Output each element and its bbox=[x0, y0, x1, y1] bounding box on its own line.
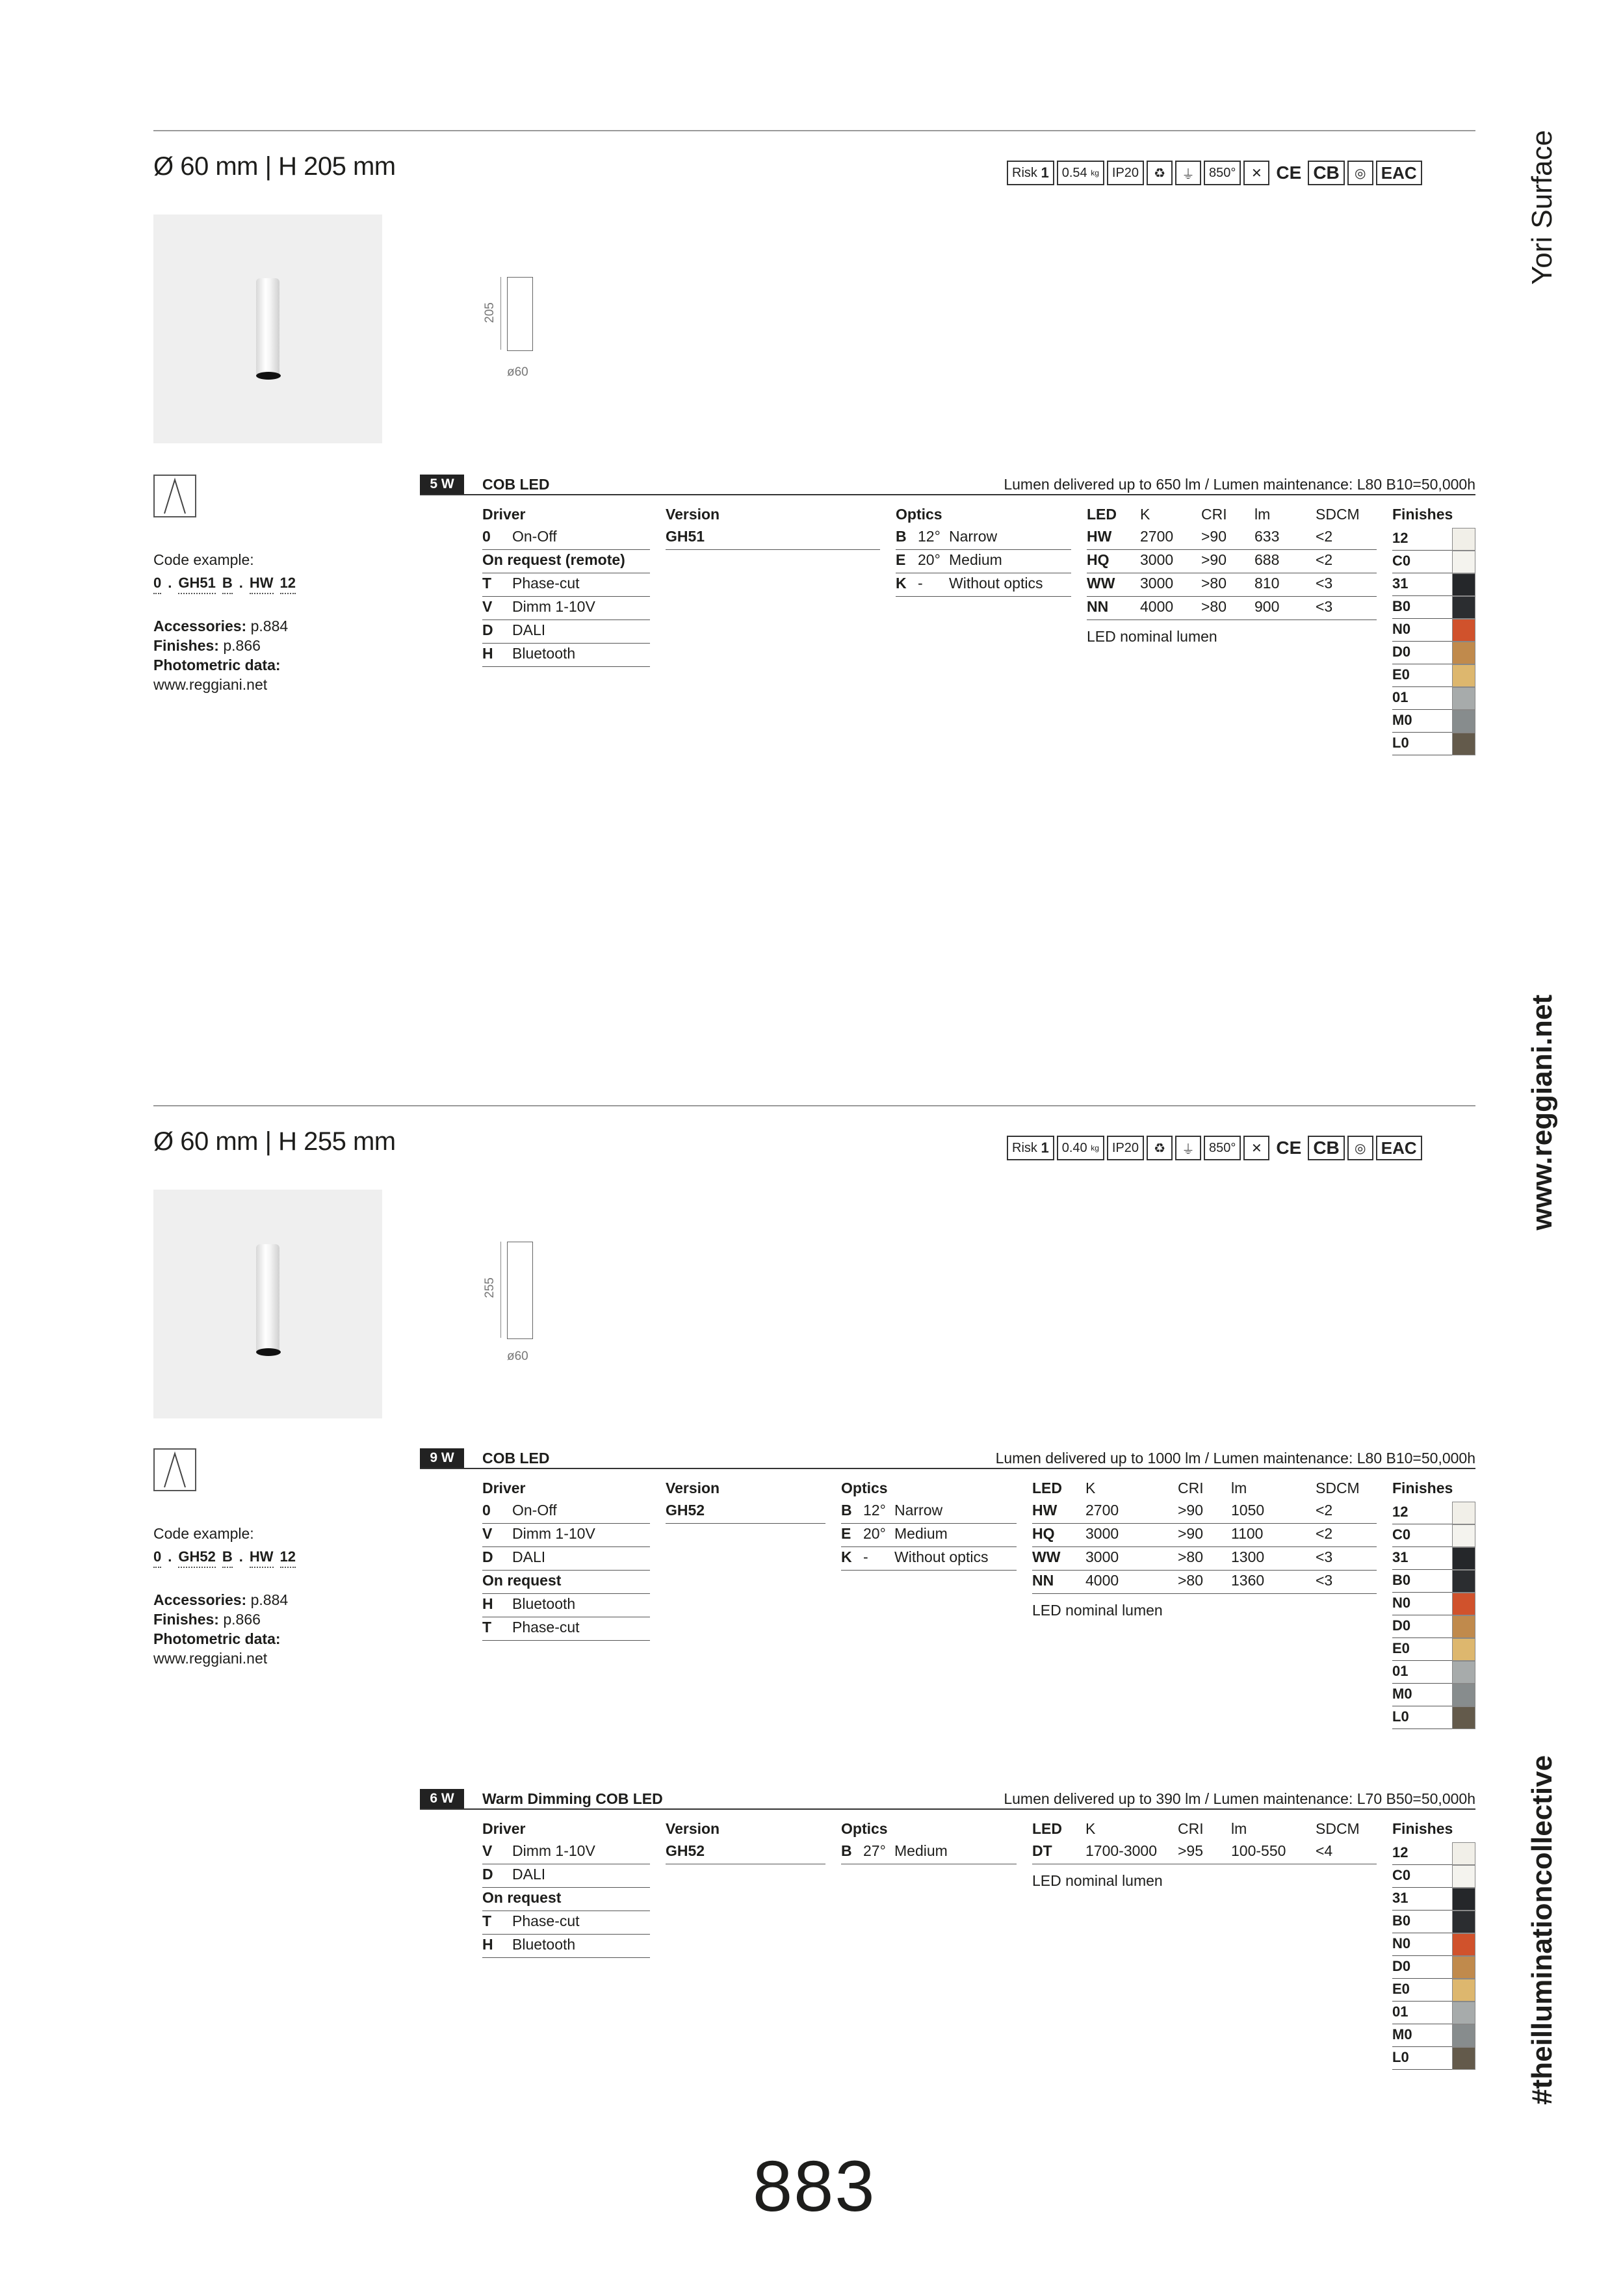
finish-item: M0 bbox=[1392, 710, 1475, 733]
fixture-tube bbox=[256, 1244, 279, 1352]
finish-swatch bbox=[1452, 1547, 1475, 1570]
finish-swatch bbox=[1452, 1842, 1475, 1865]
section-header bbox=[420, 1789, 1475, 1810]
optics-row: B 12° Narrow bbox=[841, 1502, 1017, 1524]
led-row: WW 3000 >80 810 <3 bbox=[1087, 575, 1377, 597]
ground-icon: ⏚ bbox=[1175, 161, 1201, 185]
cri-header: CRI bbox=[1201, 506, 1227, 523]
finish-swatch bbox=[1452, 733, 1475, 755]
driver-row: On request (remote) bbox=[482, 551, 650, 573]
eac-mark: EAC bbox=[1376, 161, 1422, 185]
led-row: WW 3000 >80 1300 <3 bbox=[1032, 1548, 1377, 1571]
code-part: GH51 bbox=[178, 575, 215, 594]
code-part: B bbox=[222, 575, 233, 594]
led-row: HQ 3000 >90 688 <2 bbox=[1087, 551, 1377, 573]
finish-item: N0 bbox=[1392, 1593, 1475, 1615]
dimension-diameter: ø60 bbox=[507, 1350, 528, 1363]
k-header: K bbox=[1085, 1480, 1096, 1496]
ground-icon: ⏚ bbox=[1175, 1136, 1201, 1160]
code-example: 0 . GH52 B . HW 12 bbox=[153, 1548, 296, 1568]
code-part: 12 bbox=[280, 1548, 296, 1568]
glow-wire-badge: 850° bbox=[1204, 161, 1241, 185]
version-header: Version bbox=[666, 1480, 720, 1496]
finish-item: D0 bbox=[1392, 642, 1475, 664]
version-header: Version bbox=[666, 506, 720, 523]
version-row: GH51 bbox=[666, 528, 880, 550]
product-meta: Accessories: p.884 Finishes: p.866 Photometric data: www.reggiani.net bbox=[153, 618, 289, 693]
finish-swatch bbox=[1452, 1570, 1475, 1593]
finish-item: 01 bbox=[1392, 687, 1475, 710]
finish-item: B0 bbox=[1392, 1570, 1475, 1593]
finish-item: E0 bbox=[1392, 664, 1475, 687]
version-header: Version bbox=[666, 1820, 720, 1837]
driver-row: On request bbox=[482, 1572, 650, 1594]
optics-row: E 20° Medium bbox=[896, 551, 1071, 573]
finish-item: N0 bbox=[1392, 1933, 1475, 1956]
certification-badges bbox=[1007, 1134, 1422, 1162]
finish-item: L0 bbox=[1392, 1706, 1475, 1729]
led-header: LED bbox=[1032, 1480, 1062, 1496]
driver-row: V Dimm 1-10V bbox=[482, 1842, 650, 1864]
finish-item: 12 bbox=[1392, 1502, 1475, 1524]
led-row: NN 4000 >80 1360 <3 bbox=[1032, 1572, 1377, 1594]
code-example-label: Code example: bbox=[153, 1525, 254, 1542]
finish-item: 01 bbox=[1392, 2002, 1475, 2024]
led-row: HQ 3000 >90 1100 <2 bbox=[1032, 1525, 1377, 1547]
finish-swatch bbox=[1452, 1593, 1475, 1615]
led-header: LED bbox=[1032, 1820, 1062, 1837]
finish-item: 12 bbox=[1392, 528, 1475, 551]
led-note: LED nominal lumen bbox=[1032, 1872, 1163, 1889]
optics-row: K - Without optics bbox=[841, 1548, 1017, 1571]
weight-badge: 0.54 kg bbox=[1057, 161, 1104, 185]
driver-row: T Phase-cut bbox=[482, 1619, 650, 1641]
driver-row: H Bluetooth bbox=[482, 1936, 650, 1958]
led-row: HW 2700 >90 633 <2 bbox=[1087, 528, 1377, 550]
finish-swatch bbox=[1452, 710, 1475, 733]
sdcm-header: SDCM bbox=[1316, 506, 1360, 523]
lm-header: lm bbox=[1254, 506, 1271, 523]
finish-item: 12 bbox=[1392, 1842, 1475, 1865]
lumen-info: Lumen delivered up to 1000 lm / Lumen maintenance: L80 B10=50,000h bbox=[995, 1450, 1475, 1467]
finish-item: C0 bbox=[1392, 1524, 1475, 1547]
finish-item: D0 bbox=[1392, 1615, 1475, 1638]
dimension-height: 205 bbox=[482, 302, 497, 323]
optics-header: Optics bbox=[841, 1820, 888, 1837]
finish-swatch bbox=[1452, 551, 1475, 573]
finish-swatch bbox=[1452, 619, 1475, 642]
finish-swatch bbox=[1452, 2002, 1475, 2024]
section-divider bbox=[153, 130, 1475, 131]
code-example-label: Code example: bbox=[153, 551, 254, 568]
code-part: 12 bbox=[280, 575, 296, 594]
dimension-height: 255 bbox=[482, 1277, 497, 1298]
sidebar-hashtag: #theilluminationcollective bbox=[1526, 1755, 1558, 2105]
driver-row: 0 On-Off bbox=[482, 1502, 650, 1524]
weight-badge: 0.40 kg bbox=[1057, 1136, 1104, 1160]
finish-swatch bbox=[1452, 687, 1475, 710]
finish-item: D0 bbox=[1392, 1956, 1475, 1979]
k-header: K bbox=[1140, 506, 1150, 523]
finish-item: L0 bbox=[1392, 2047, 1475, 2070]
finish-swatch bbox=[1452, 528, 1475, 551]
finish-item: C0 bbox=[1392, 1865, 1475, 1888]
code-part: HW bbox=[250, 1548, 274, 1568]
code-part: 0 bbox=[153, 575, 161, 594]
dimension-outline bbox=[507, 1242, 533, 1339]
finish-item: 31 bbox=[1392, 573, 1475, 596]
finish-item: C0 bbox=[1392, 551, 1475, 573]
finishes-header: Finishes bbox=[1392, 1480, 1453, 1496]
section-name: COB LED bbox=[482, 476, 550, 493]
wattage-badge: 9 W bbox=[420, 1448, 464, 1468]
finish-swatch bbox=[1452, 1684, 1475, 1706]
code-part: 0 bbox=[153, 1548, 161, 1568]
driver-row: H Bluetooth bbox=[482, 1595, 650, 1617]
cb-mark: CB bbox=[1308, 161, 1344, 185]
sdcm-header: SDCM bbox=[1316, 1480, 1360, 1496]
ce-mark: CE bbox=[1276, 1138, 1302, 1158]
code-part: HW bbox=[250, 575, 274, 594]
finish-swatch bbox=[1452, 573, 1475, 596]
driver-row: H Bluetooth bbox=[482, 645, 650, 667]
finish-swatch bbox=[1452, 1706, 1475, 1729]
finish-swatch bbox=[1452, 596, 1475, 619]
finishes-header: Finishes bbox=[1392, 1820, 1453, 1837]
finish-swatch bbox=[1452, 1956, 1475, 1979]
led-row: HW 2700 >90 1050 <2 bbox=[1032, 1502, 1377, 1524]
driver-row: V Dimm 1-10V bbox=[482, 598, 650, 620]
cri-header: CRI bbox=[1178, 1480, 1204, 1496]
finish-item: 31 bbox=[1392, 1547, 1475, 1570]
wattage-badge: 6 W bbox=[420, 1789, 464, 1808]
driver-header: Driver bbox=[482, 506, 526, 523]
dimension-line bbox=[500, 1242, 501, 1338]
lm-header: lm bbox=[1231, 1480, 1247, 1496]
k-header: K bbox=[1085, 1820, 1096, 1837]
lumen-info: Lumen delivered up to 650 lm / Lumen maintenance: L80 B10=50,000h bbox=[1004, 476, 1475, 493]
driver-row: On request bbox=[482, 1889, 650, 1911]
driver-row: D DALI bbox=[482, 1548, 650, 1571]
sidebar-product-name: Yori Surface bbox=[1526, 130, 1558, 285]
led-note: LED nominal lumen bbox=[1087, 628, 1217, 645]
product-title: Ø 60 mm | H 255 mm bbox=[153, 1127, 396, 1156]
finish-swatch bbox=[1452, 1979, 1475, 2002]
finish-item: N0 bbox=[1392, 619, 1475, 642]
ccc-mark-icon: ◎ bbox=[1347, 161, 1373, 185]
fixture-tube bbox=[256, 278, 279, 376]
finish-item: M0 bbox=[1392, 2024, 1475, 2047]
cb-mark: CB bbox=[1308, 1136, 1344, 1160]
dimension-outline bbox=[507, 277, 533, 351]
optics-row: K - Without optics bbox=[896, 575, 1071, 597]
dimension-line bbox=[500, 277, 501, 350]
optics-header: Optics bbox=[896, 506, 942, 523]
fixture-aperture bbox=[256, 1348, 281, 1356]
no-insulation-icon: ✕ bbox=[1243, 161, 1269, 185]
product-photo bbox=[153, 1190, 382, 1418]
glow-wire-badge: 850° bbox=[1204, 1136, 1241, 1160]
optics-header: Optics bbox=[841, 1480, 888, 1496]
version-row: GH52 bbox=[666, 1502, 825, 1524]
beam-angle-icon bbox=[153, 1448, 196, 1491]
dimension-diameter: ø60 bbox=[507, 365, 528, 379]
ccc-mark-icon: ◎ bbox=[1347, 1136, 1373, 1160]
code-part: B bbox=[222, 1548, 233, 1568]
finishes-header: Finishes bbox=[1392, 506, 1453, 523]
finish-swatch bbox=[1452, 1865, 1475, 1888]
certification-badges bbox=[1007, 159, 1422, 187]
finish-swatch bbox=[1452, 642, 1475, 664]
product-photo bbox=[153, 215, 382, 443]
led-note: LED nominal lumen bbox=[1032, 1602, 1163, 1619]
section-name: COB LED bbox=[482, 1450, 550, 1467]
led-row: DT 1700-3000 >95 100-550 <4 bbox=[1032, 1842, 1377, 1864]
sdcm-header: SDCM bbox=[1316, 1820, 1360, 1837]
finish-swatch bbox=[1452, 1661, 1475, 1684]
finish-swatch bbox=[1452, 1615, 1475, 1638]
driver-header: Driver bbox=[482, 1820, 526, 1837]
finish-swatch bbox=[1452, 1638, 1475, 1661]
section-name: Warm Dimming COB LED bbox=[482, 1790, 663, 1807]
product-meta: Accessories: p.884 Finishes: p.866 Photometric data: www.reggiani.net bbox=[153, 1591, 289, 1667]
driver-row: T Phase-cut bbox=[482, 1912, 650, 1935]
led-row: NN 4000 >80 900 <3 bbox=[1087, 598, 1377, 620]
wattage-badge: 5 W bbox=[420, 475, 464, 494]
version-row: GH52 bbox=[666, 1842, 825, 1864]
finish-item: 31 bbox=[1392, 1888, 1475, 1911]
recycle-icon: ♻ bbox=[1147, 161, 1173, 185]
optics-row: B 27° Medium bbox=[841, 1842, 1017, 1864]
eac-mark: EAC bbox=[1376, 1136, 1422, 1160]
ce-mark: CE bbox=[1276, 163, 1302, 183]
fixture-aperture bbox=[256, 372, 281, 380]
led-header: LED bbox=[1087, 506, 1117, 523]
beam-angle-icon bbox=[153, 475, 196, 517]
sidebar-website: www.reggiani.net bbox=[1526, 995, 1558, 1231]
optics-row: E 20° Medium bbox=[841, 1525, 1017, 1547]
risk-badge: Risk 1 bbox=[1007, 161, 1054, 185]
driver-row: D DALI bbox=[482, 621, 650, 644]
no-insulation-icon: ✕ bbox=[1243, 1136, 1269, 1160]
driver-row: V Dimm 1-10V bbox=[482, 1525, 650, 1547]
finish-swatch bbox=[1452, 2024, 1475, 2047]
cri-header: CRI bbox=[1178, 1820, 1204, 1837]
driver-header: Driver bbox=[482, 1480, 526, 1496]
ip-badge: IP20 bbox=[1107, 161, 1144, 185]
product-title: Ø 60 mm | H 205 mm bbox=[153, 152, 396, 181]
section-divider bbox=[153, 1105, 1475, 1106]
finish-swatch bbox=[1452, 1911, 1475, 1933]
finish-item: E0 bbox=[1392, 1638, 1475, 1661]
finish-swatch bbox=[1452, 1502, 1475, 1524]
finish-item: 01 bbox=[1392, 1661, 1475, 1684]
lm-header: lm bbox=[1231, 1820, 1247, 1837]
finish-item: M0 bbox=[1392, 1684, 1475, 1706]
code-example: 0 . GH51 B . HW 12 bbox=[153, 575, 296, 594]
finish-swatch bbox=[1452, 664, 1475, 687]
optics-row: B 12° Narrow bbox=[896, 528, 1071, 550]
lumen-info: Lumen delivered up to 390 lm / Lumen maintenance: L70 B50=50,000h bbox=[1004, 1790, 1475, 1807]
risk-badge: Risk 1 bbox=[1007, 1136, 1054, 1160]
driver-row: D DALI bbox=[482, 1866, 650, 1888]
driver-row: 0 On-Off bbox=[482, 528, 650, 550]
recycle-icon: ♻ bbox=[1147, 1136, 1173, 1160]
page-number: 883 bbox=[753, 2146, 876, 2226]
finish-item: L0 bbox=[1392, 733, 1475, 755]
finish-item: E0 bbox=[1392, 1979, 1475, 2002]
section-header bbox=[420, 1448, 1475, 1469]
finish-swatch bbox=[1452, 1933, 1475, 1956]
section-header bbox=[420, 475, 1475, 495]
finish-swatch bbox=[1452, 2047, 1475, 2070]
ip-badge: IP20 bbox=[1107, 1136, 1144, 1160]
driver-row: T Phase-cut bbox=[482, 575, 650, 597]
finish-swatch bbox=[1452, 1888, 1475, 1911]
code-part: GH52 bbox=[178, 1548, 215, 1568]
finish-item: B0 bbox=[1392, 1911, 1475, 1933]
finish-item: B0 bbox=[1392, 596, 1475, 619]
finish-swatch bbox=[1452, 1524, 1475, 1547]
